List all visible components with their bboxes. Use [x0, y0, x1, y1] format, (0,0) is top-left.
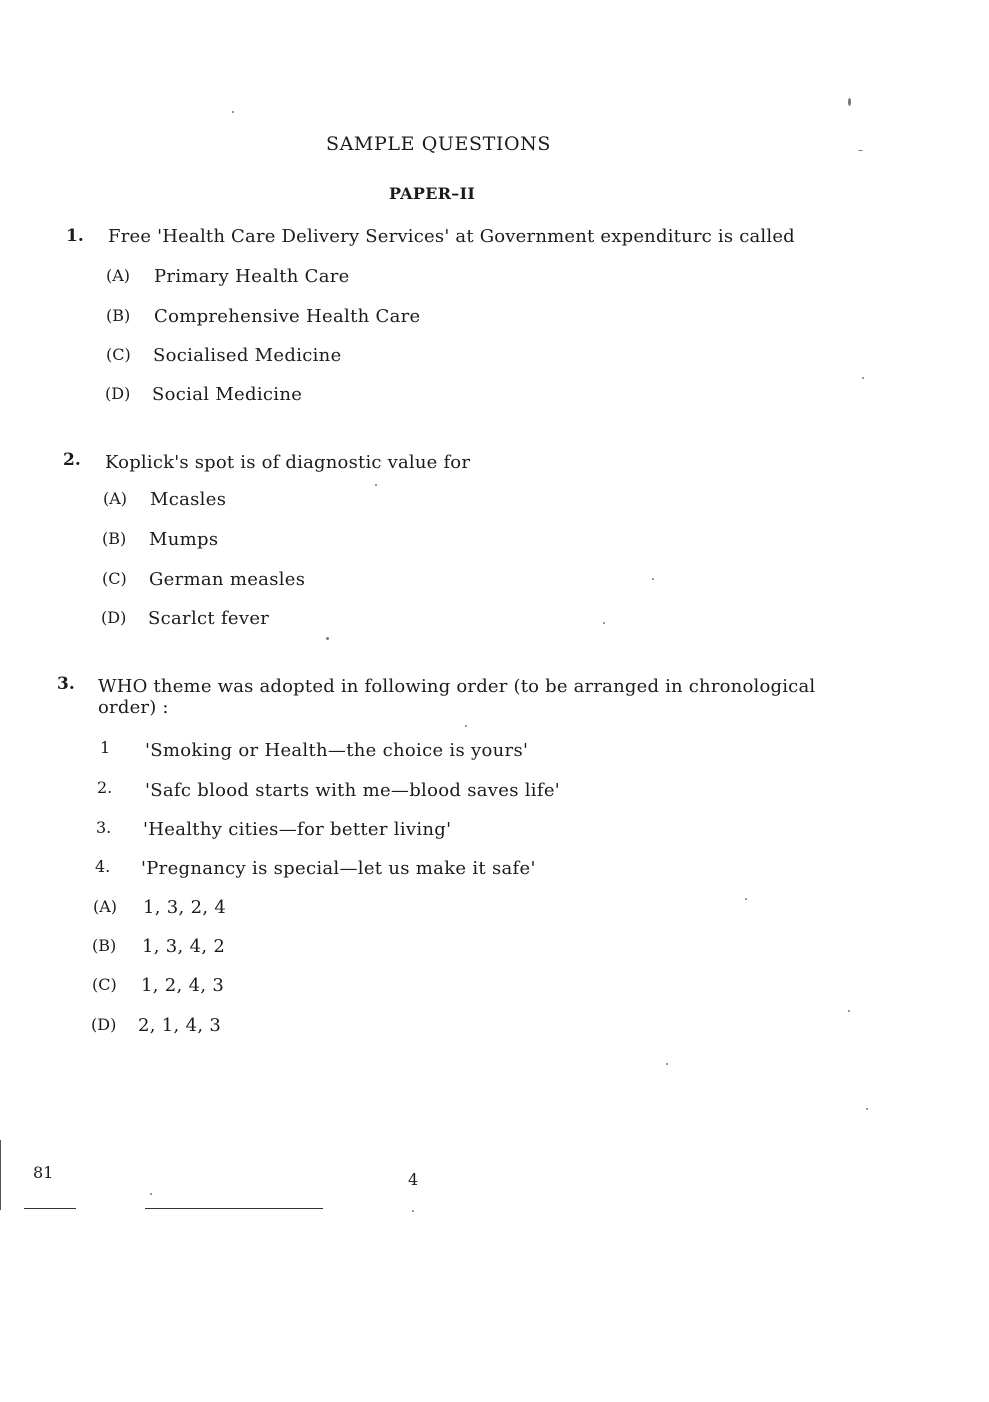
scan-speck [862, 377, 864, 379]
scan-speck [465, 725, 467, 727]
q1-option-b-text: Comprehensive Health Care [154, 306, 421, 327]
q2-option-c-text: German measles [149, 569, 306, 590]
q3-item-1-number: 1 [100, 738, 111, 757]
question-3-number: 3. [57, 674, 75, 694]
q3-option-a-text: 1, 3, 2, 4 [143, 897, 227, 918]
q3-item-1-text: 'Smoking or Health—the choice is yours' [145, 740, 529, 761]
q2-option-a-text: Mcasles [150, 489, 227, 510]
q3-item-4-text: 'Pregnancy is special—let us make it safe' [141, 858, 536, 879]
q3-item-3-text: 'Healthy cities—for better living' [143, 819, 452, 840]
q3-option-d-label: (D) [91, 1015, 117, 1034]
scan-speck [745, 898, 747, 900]
q3-item-4-number: 4. [95, 857, 111, 876]
margin-mark [0, 1140, 1, 1210]
q3-option-b-label: (B) [92, 936, 117, 955]
scan-speck [666, 1063, 668, 1065]
q2-option-a-label: (A) [103, 489, 128, 508]
scan-speck [375, 484, 377, 486]
page-title: SAMPLE QUESTIONS [326, 133, 551, 155]
question-3-text-line2: order) : [98, 697, 169, 718]
question-1-text: Free 'Health Care Delivery Services' at Government expenditurc is called [108, 226, 795, 247]
scan-speck [866, 1108, 868, 1110]
q3-option-c-label: (C) [92, 975, 117, 994]
q3-option-d-text: 2, 1, 4, 3 [138, 1015, 222, 1036]
q1-option-d-text: Social Medicine [152, 384, 303, 405]
q1-option-c-label: (C) [106, 345, 131, 364]
q1-option-a-label: (A) [106, 266, 131, 285]
scan-speck [848, 1010, 850, 1012]
scan-speck [848, 98, 851, 106]
q1-option-a-text: Primary Health Care [154, 266, 350, 287]
scan-speck [232, 111, 234, 113]
scan-speck [412, 1210, 414, 1212]
q2-option-d-label: (D) [101, 608, 127, 627]
question-3-text-line1: WHO theme was adopted in following order (to be arranged in chronological [98, 676, 816, 697]
scan-speck [858, 150, 863, 151]
q1-option-c-text: Socialised Medicine [153, 345, 342, 366]
scan-speck [603, 622, 605, 624]
q3-item-2-number: 2. [97, 778, 113, 797]
q1-option-d-label: (D) [105, 384, 131, 403]
paper-heading: PAPER–II [389, 184, 476, 203]
q1-option-b-label: (B) [106, 306, 131, 325]
question-2-text: Koplick's spot is of diagnostic value for [105, 452, 471, 473]
footer-code: 81 [33, 1163, 54, 1182]
q2-option-d-text: Scarlct fever [148, 608, 270, 629]
footer-rule-left [24, 1208, 76, 1209]
scan-speck [150, 1193, 152, 1195]
scan-speck [652, 578, 654, 580]
q3-option-c-text: 1, 2, 4, 3 [141, 975, 225, 996]
q3-item-2-text: 'Safc blood starts with me—blood saves life' [145, 780, 561, 801]
q2-option-b-label: (B) [102, 529, 127, 548]
q2-option-b-text: Mumps [149, 529, 219, 550]
question-2-number: 2. [63, 450, 81, 470]
q3-option-a-label: (A) [93, 897, 118, 916]
q3-item-3-number: 3. [96, 818, 112, 837]
scan-speck [326, 637, 329, 640]
q2-option-c-label: (C) [102, 569, 127, 588]
footer-page-number: 4 [408, 1170, 419, 1189]
q3-option-b-text: 1, 3, 4, 2 [142, 936, 226, 957]
footer-rule-right [145, 1208, 323, 1209]
question-1-number: 1. [66, 226, 84, 246]
